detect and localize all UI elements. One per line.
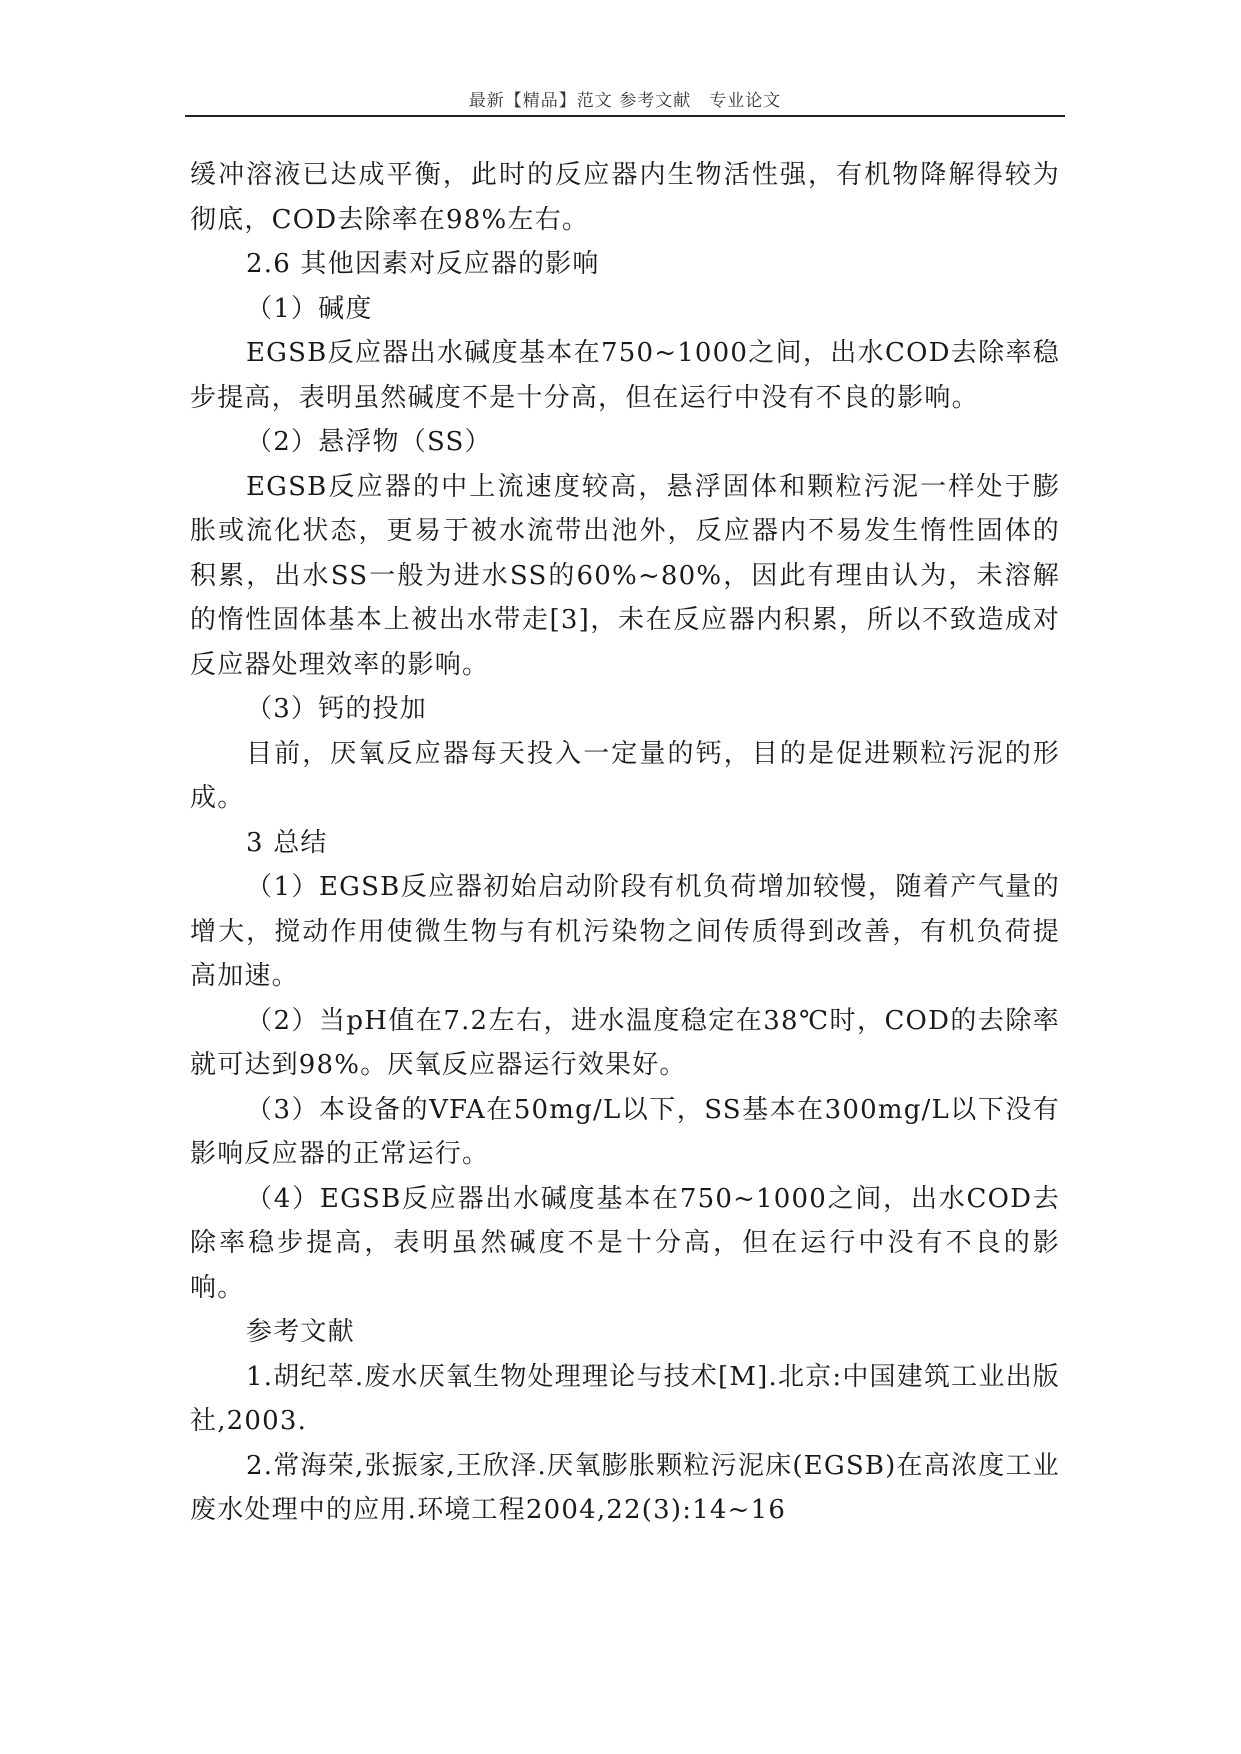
paragraph-suspended-solids: EGSB反应器的中上流速度较高，悬浮固体和颗粒污泥一样处于膨胀或流化状态，更易于被水流带出池外，反应器内不易发生惰性固体的积累，出水SS一般为进水SS的60%~80%，因此有理由认为，未溶解的惰性固体基本上被出水带走[3]，未在反应器内积累，所以不致造成对反应器处理效率的影响。 xyxy=(190,471,1060,680)
reference-item-1: 1.胡纪萃.废水厌氧生物处理理论与技术[M].北京:中国建筑工业出版社,2003. xyxy=(190,1361,1060,1436)
paragraph-buffer-equilibrium: 缓冲溶液已达成平衡，此时的反应器内生物活性强，有机物降解得较为彻底，COD去除率在98%左右。 xyxy=(190,160,1060,235)
paragraph-calcium: 目前，厌氧反应器每天投入一定量的钙，目的是促进颗粒污泥的形成。 xyxy=(190,738,1060,813)
subheading-calcium: （3）钙的投加 xyxy=(246,694,427,724)
running-header: 最新【精品】范文 参考文献 专业论文 xyxy=(468,91,782,111)
header-divider xyxy=(185,115,1065,117)
references-heading: 参考文献 xyxy=(246,1317,355,1347)
document-body xyxy=(190,153,1060,1533)
summary-item-3: （3）本设备的VFA在50mg/L以下，SS基本在300mg/L以下没有影响反应器的正常运行。 xyxy=(190,1094,1060,1169)
subheading-suspended-solids: （2）悬浮物（SS） xyxy=(246,427,492,457)
summary-item-4: （4）EGSB反应器出水碱度基本在750~1000之间，出水COD去除率稳步提高，表明虽然碱度不是十分高，但在运行中没有不良的影响。 xyxy=(190,1183,1060,1303)
summary-item-2: （2）当pH值在7.2左右，进水温度稳定在38℃时，COD的去除率就可达到98%。厌氧反应器运行效果好。 xyxy=(190,1005,1060,1080)
section-heading-summary: 3 总结 xyxy=(246,827,328,858)
section-heading-2-6: 2.6 其他因素对反应器的影响 xyxy=(246,249,600,279)
paragraph-alkalinity: EGSB反应器出水碱度基本在750~1000之间，出水COD去除率稳步提高，表明虽然碱度不是十分高，但在运行中没有不良的影响。 xyxy=(190,338,1060,413)
reference-item-2: 2.常海荣,张振家,王欣泽.厌氧膨胀颗粒污泥床(EGSB)在高浓度工业废水处理中的应用.环境工程2004,22(3):14~16 xyxy=(190,1450,1060,1525)
summary-item-1: （1）EGSB反应器初始启动阶段有机负荷增加较慢，随着产气量的增大，搅动作用使微生物与有机污染物之间传质得到改善，有机负荷提高加速。 xyxy=(190,872,1060,991)
subheading-alkalinity: （1）碱度 xyxy=(246,293,373,324)
